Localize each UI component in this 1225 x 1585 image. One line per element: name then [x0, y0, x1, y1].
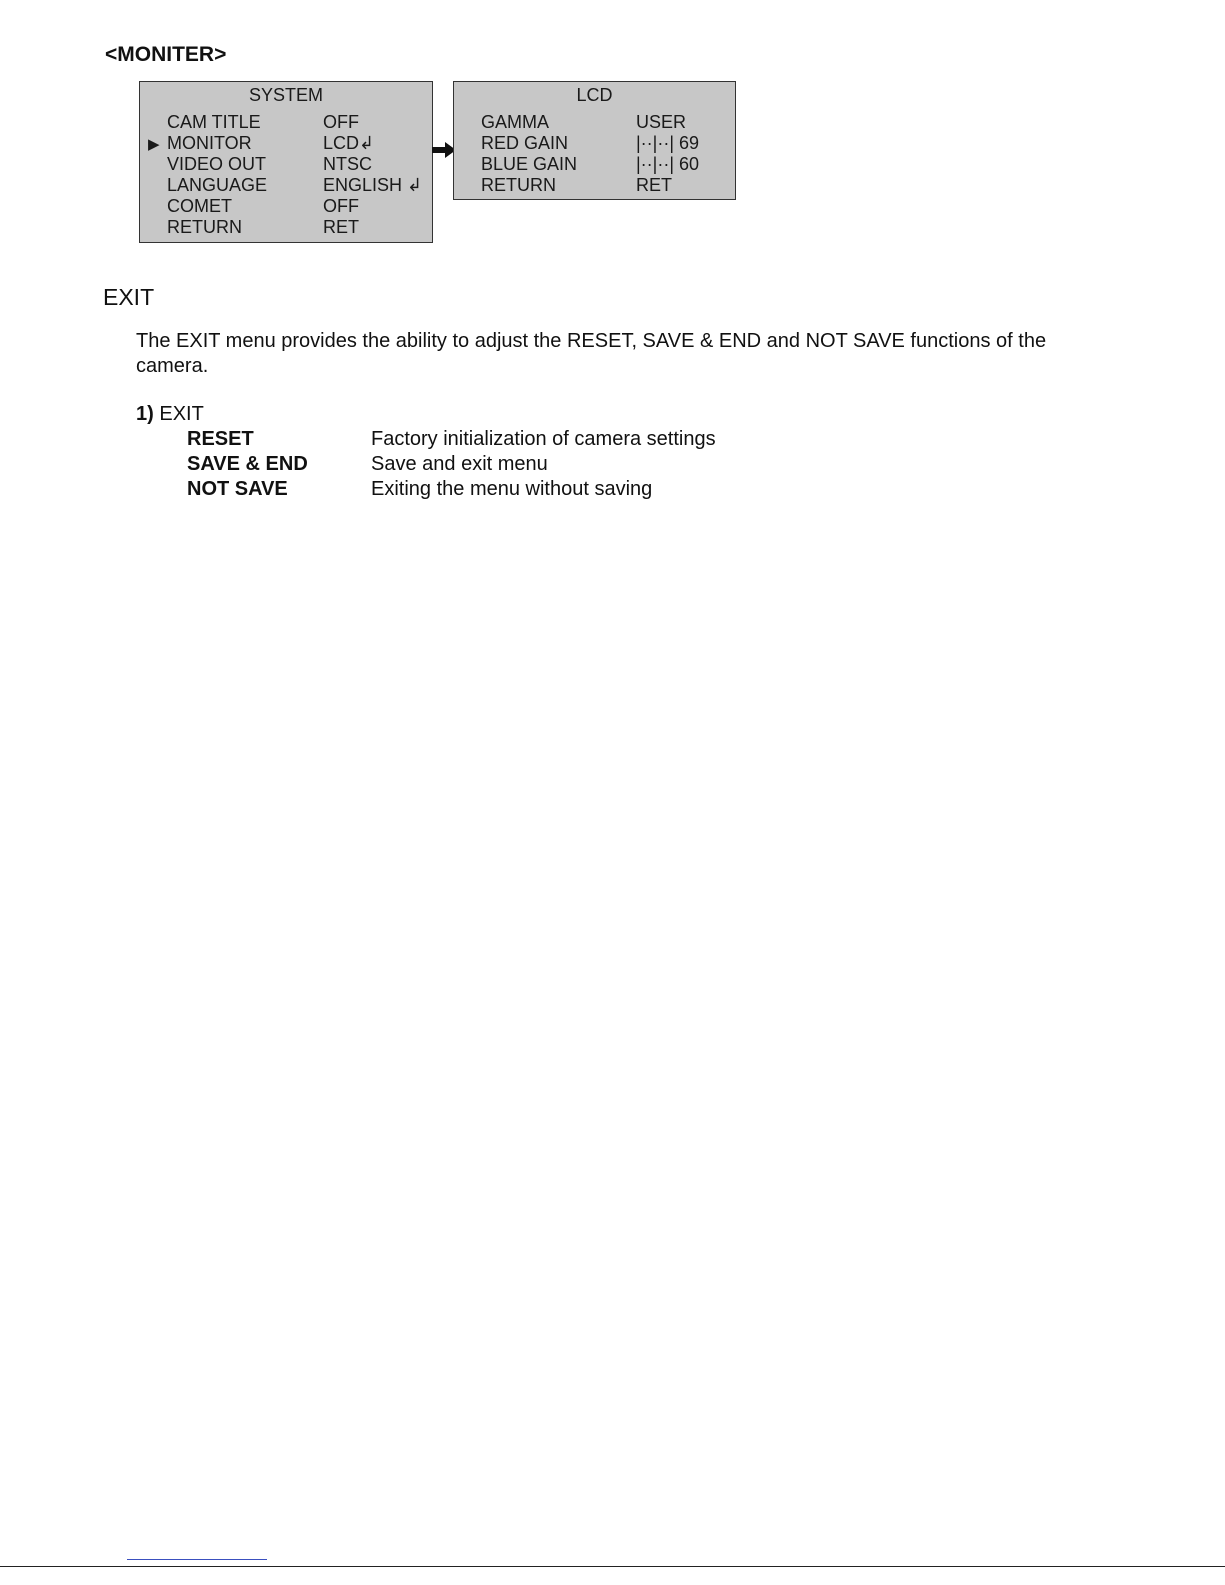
definition-term: RESET	[187, 428, 254, 450]
play-pointer-icon: ▶	[148, 136, 160, 153]
subheading-title: EXIT	[153, 403, 204, 425]
lcd-menu-row-return	[454, 175, 735, 196]
footer-link-underline	[127, 1559, 267, 1560]
menu-row-label: COMET	[167, 196, 232, 216]
menu-row-value: OFF	[323, 112, 359, 132]
menu-row-label: BLUE GAIN	[481, 154, 578, 174]
definition-term: NOT SAVE	[187, 478, 288, 500]
menu-row-value: ENGLISH ↲	[323, 175, 423, 195]
system-menu-row-monitor	[140, 133, 432, 154]
system-menu-row-return	[140, 217, 432, 238]
menu-row-value: LCD↲	[323, 133, 375, 153]
menu-row-label: RETURN	[167, 217, 242, 237]
menu-row-value: RET	[636, 175, 672, 195]
system-menu-title: SYSTEM	[248, 85, 323, 105]
menu-row-label: RED GAIN	[481, 133, 569, 153]
subheading-number: 1)	[136, 403, 154, 425]
menu-row-label: GAMMA	[481, 112, 550, 132]
menu-row-label: CAM TITLE	[167, 112, 261, 132]
lcd-menu-row-gamma	[454, 112, 735, 133]
menu-row-value: |··|··| 69	[636, 133, 700, 153]
system-menu-row-cam-title	[140, 112, 432, 133]
system-menu-row-video-out	[140, 154, 432, 175]
menu-row-value: USER	[636, 112, 687, 132]
section-heading-exit: EXIT	[103, 284, 155, 310]
definition-term: SAVE & END	[187, 453, 308, 475]
footer-divider	[0, 1566, 1225, 1567]
definition-desc: Exiting the menu without saving	[371, 478, 653, 500]
lcd-menu-box	[453, 81, 736, 200]
lcd-menu-title: LCD	[576, 85, 613, 105]
definition-desc: Save and exit menu	[371, 453, 548, 475]
lcd-menu-row-blue-gain	[454, 154, 735, 175]
menu-row-label: MONITOR	[167, 133, 252, 153]
system-menu-box	[139, 81, 433, 243]
menu-row-label: RETURN	[481, 175, 556, 195]
menu-row-value: RET	[323, 217, 359, 237]
menu-row-label: VIDEO OUT	[167, 154, 267, 174]
system-menu-row-comet	[140, 196, 432, 217]
lcd-menu-row-red-gain	[454, 133, 735, 154]
system-menu-row-language	[140, 175, 432, 196]
definition-desc: Factory initialization of camera settings	[371, 428, 716, 450]
menu-row-value: |··|··| 60	[636, 154, 700, 174]
menu-row-value: OFF	[323, 196, 359, 216]
menu-row-value: NTSC	[323, 154, 372, 174]
section-heading-moniter: <MONITER>	[105, 43, 227, 66]
exit-subheading	[136, 403, 204, 426]
menu-row-label: LANGUAGE	[167, 175, 268, 195]
exit-intro-paragraph: The EXIT menu provides the ability to adjust the RESET, SAVE & END and NOT SAVE functions of the camera.	[136, 330, 1047, 377]
